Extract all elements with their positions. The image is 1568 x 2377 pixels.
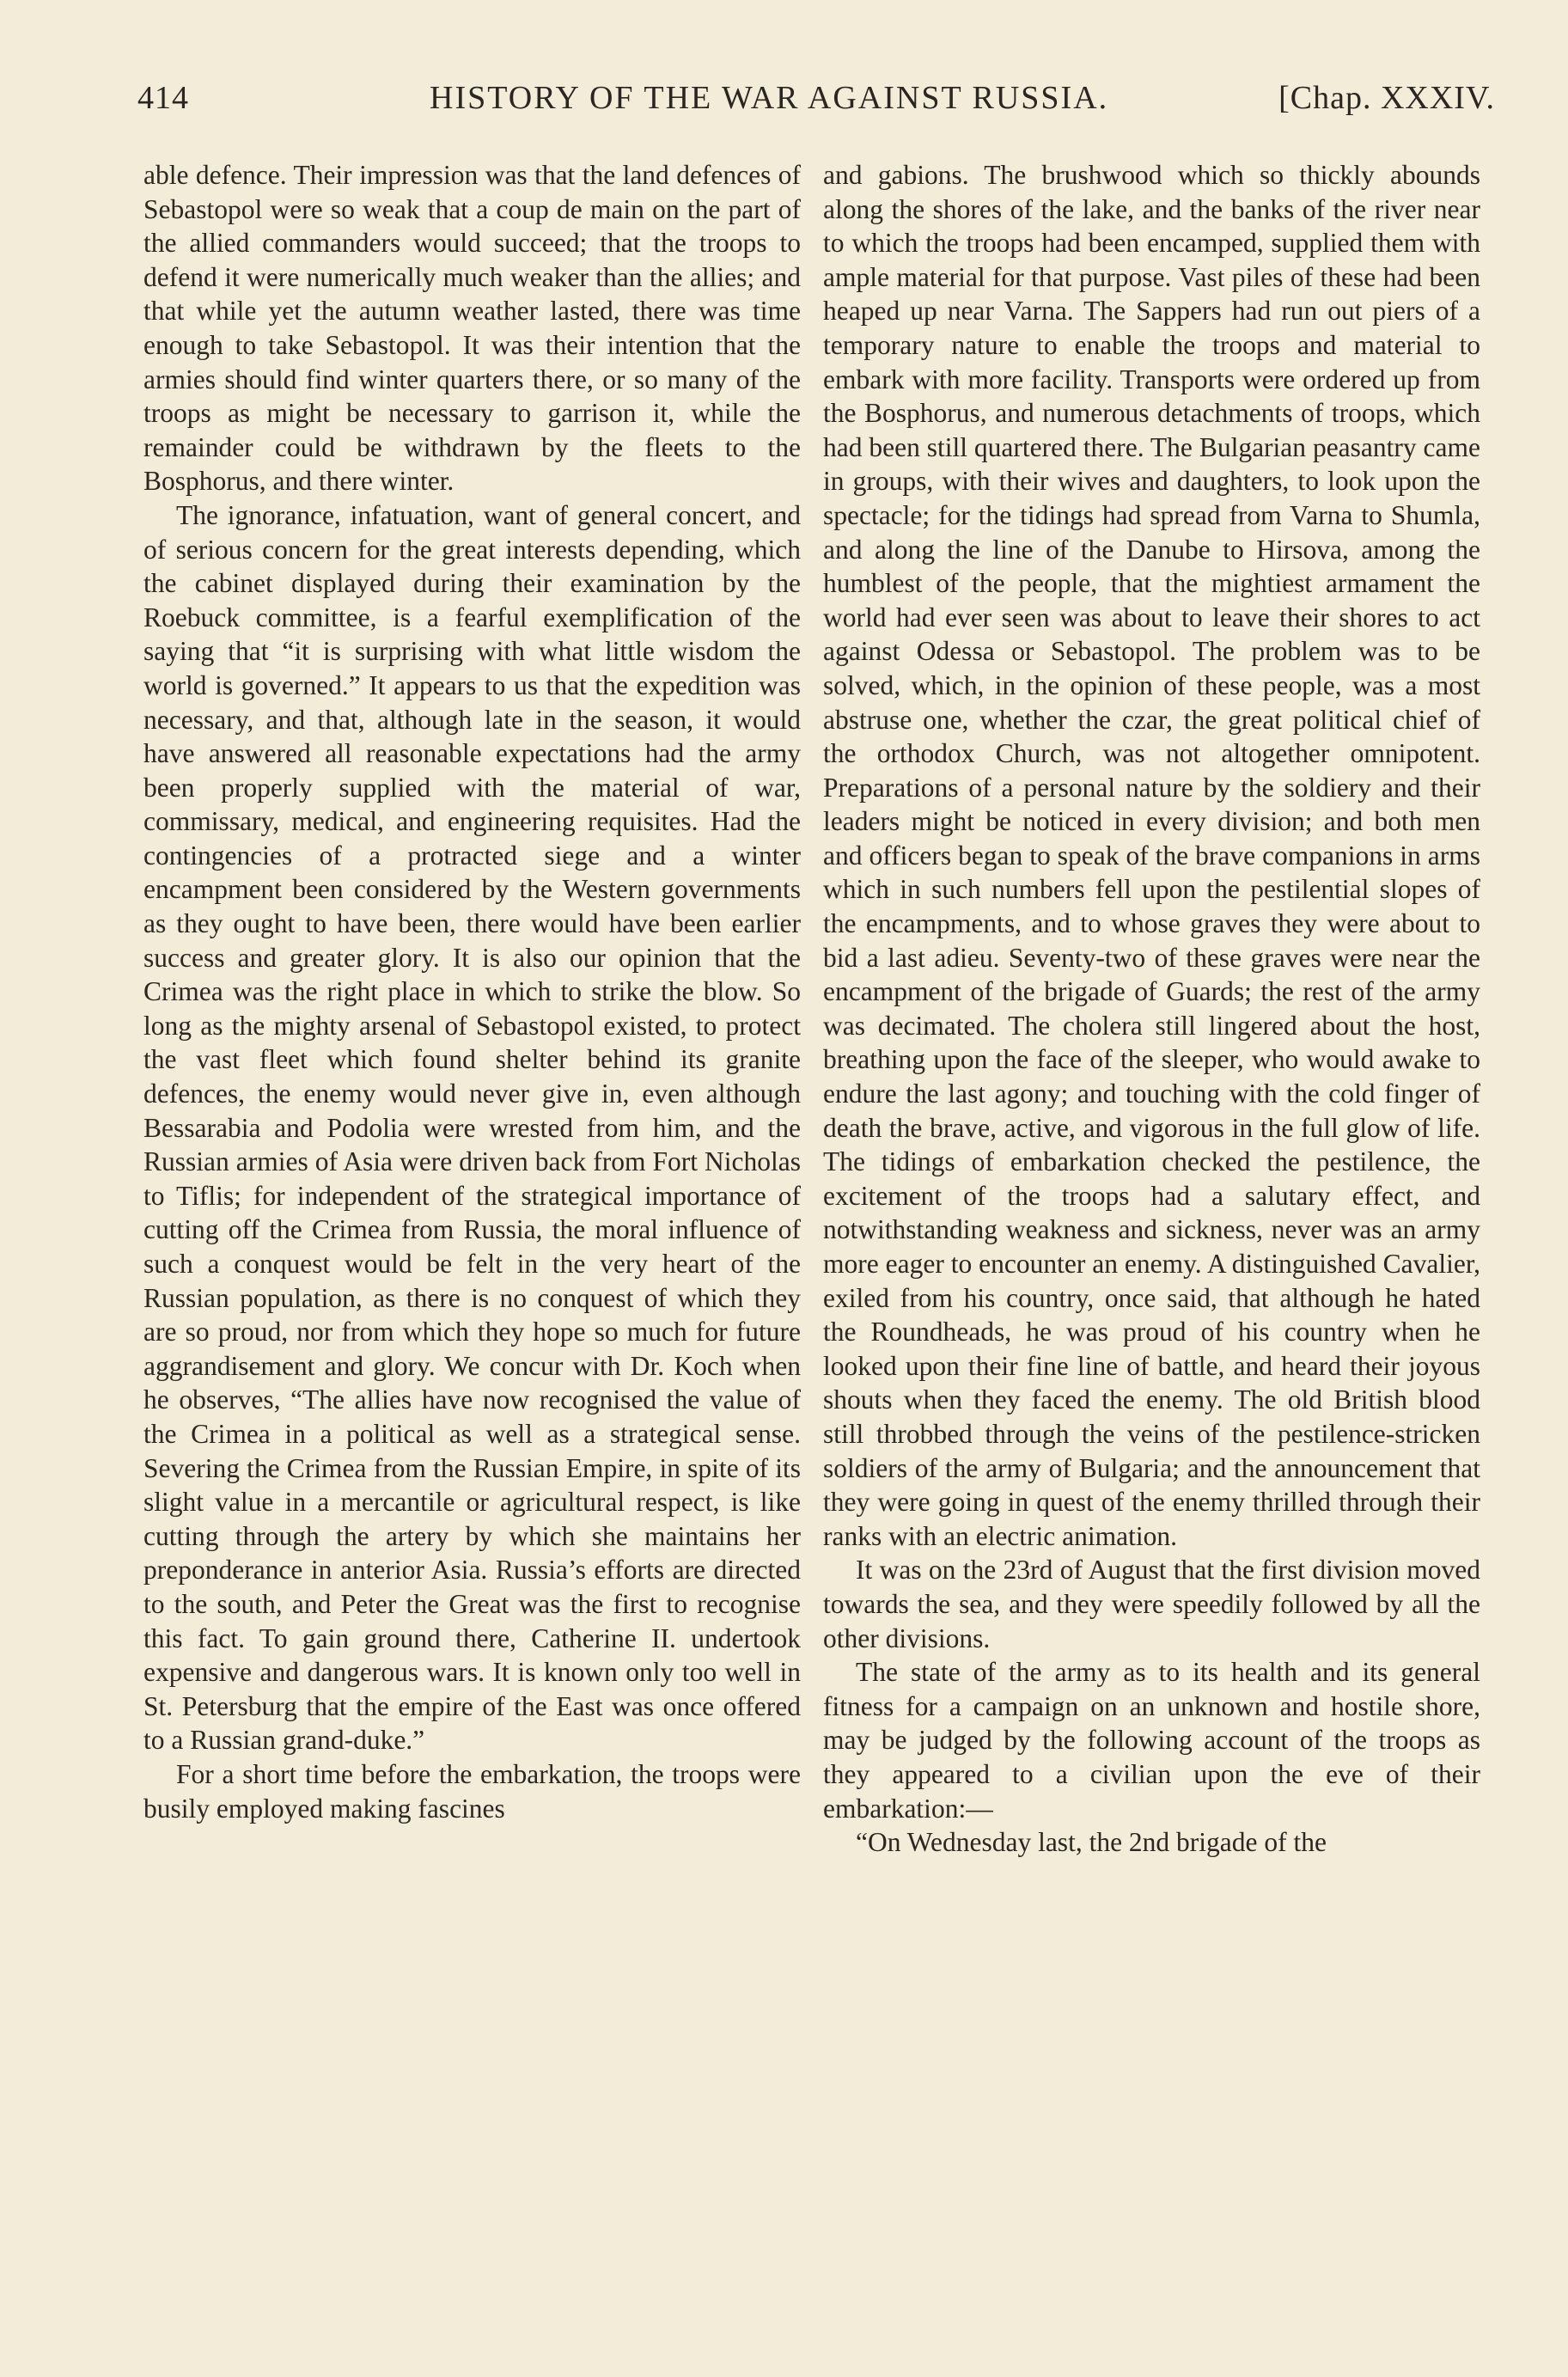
paragraph: It was on the 23rd of August that the first division moved towards the sea, and they were speedily followed by all the other divisions. (823, 1555, 1480, 1653)
paragraph: For a short time before the embarkation, the troops were busily employed making fascines (143, 1758, 801, 1824)
right-column (823, 158, 1480, 1860)
paragraph: and gabions. The brushwood which so thickly abounds along the shores of the lake, and the banks of the river near to which the troops had been encamped, supplied them with ample material for that purpose. Vast piles of these had been heaped up near Varna. The Sappers had run out piers of a temporary nature to enable the troops and material to embark with more facility. Transports were ordered up from the Bosphorus, and numerous detachments of troops, which had been still quartered there. The Bulgarian peasantry came in groups, with their wives and daughters, to look upon the spectacle; for the tidings had spread from Varna to Shumla, and along the line of the Danube to Hirsova, among the humblest of the people, that the mightiest armament the world had ever seen was about to leave their shores to act against Odessa or Sebastopol. The problem was to be solved, which, in the opinion of these people, was a most abstruse one, whether the czar, the great political chief of the orthodox Church, was not altogether omnipotent. Preparations of a personal nature by the soldiery and their leaders might be noticed in every division; and both men and officers began to speak of the brave companions in arms which in such numbers fell upon the pestilential slopes of the encampments, and to whose graves they were about to bid a last adieu. Seventy-two of these graves were near the encampment of the brigade of Guards; the rest of the army was decimated. The cholera still lingered about the host, breathing upon the face of the sleeper, who would awake to endure the last agony; and touching with the cold finger of death the brave, active, and vigorous in the full glow of life. The tidings of embarkation checked the pestilence, the excitement of the troops had a salutary effect, and notwithstanding weakness and sickness, never was an army more eager to encounter an enemy. A distinguished Cavalier, exiled from his country, once said, that although he hated the Roundheads, he was proud of his country when he looked upon their fine line of battle, and heard their joyous shouts when they faced the enemy. The old British blood still throbbed through the veins of the pestilence-stricken soldiers of the army of Bulgaria; and the announcement that they were going in quest of the enemy thrilled through their ranks with an electric animation. (823, 160, 1480, 1551)
paragraph: The ignorance, infatuation, want of general concert, and of serious concern for the great interests depending, which the cabinet displayed during their examination by the Roebuck committee, is a fearful exemplification of the saying that “it is surprising with what little wisdom the world is governed.” It appears to us that the expedition was necessary, and that, although late in the season, it would have answered all reasonable expectations had the army been properly supplied with the material of war, commissary, medical, and engineering requisites. Had the contingencies of a protracted siege and a winter encampment been considered by the Western governments as they ought to have been, there would have been earlier success and greater glory. It is also our opinion that the Crimea was the right place in which to strike the blow. So long as the mighty arsenal of Sebastopol existed, to protect the vast fleet which found shelter behind its granite defences, the enemy would never give in, even although Bessarabia and Podolia were wrested from him, and the Russian armies of Asia were driven back from Fort Nicholas to Tiflis; for independent of the strategical importance of cutting off the Crimea from Russia, the moral influence of such a conquest would be felt in the very heart of the Russian population, as there is no conquest of which they are so proud, nor from which they hope so much for future aggrandisement and glory. We concur with Dr. Koch when he observes, “The allies have now recognised the value of the Crimea in a political as well as a strategical sense. Severing the Crimea from the Russian Empire, in spite of its slight value in a mercantile or agricultural respect, is like cutting through the artery by which she maintains her preponderance in anterior Asia. Russia’s efforts are directed to the south, and Peter the Great was the first to recognise this fact. To gain ground there, Catherine II. undertook expensive and dangerous wars. It is known only too well in St. Petersburg that the empire of the East was once offered to a Russian grand-duke.” (143, 499, 801, 1756)
running-title: HISTORY OF THE WAR AGAINST RUSSIA. (430, 80, 1109, 116)
paragraph: able defence. Their impression was that the land defences of Sebastopol were so weak that a coup de main on the part of the allied commanders would succeed; that the troops to defend it were numerically much weaker than the allies; and that while yet the autumn weather lasted, there was time enough to take Sebastopol. It was their intention that the armies should find winter quarters there, or so many of the troops as might be necessary to garrison it, while the remainder could be withdrawn by the fleets to the Bosphorus, and there winter. (143, 160, 801, 497)
running-header (137, 79, 1495, 131)
paragraph: “On Wednesday last, the 2nd brigade of the (856, 1827, 1327, 1858)
chapter-label: [Chap. XXXIV. (1278, 80, 1495, 116)
left-column (143, 158, 801, 1825)
paragraph: The state of the army as to its health and its general fitness for a campaign on an unknown and hostile shore, may be judged by the following account of the troops as they appeared to a civilian upon the eve of their embarkation:— (823, 1657, 1480, 1824)
page-number: 414 (137, 80, 189, 116)
